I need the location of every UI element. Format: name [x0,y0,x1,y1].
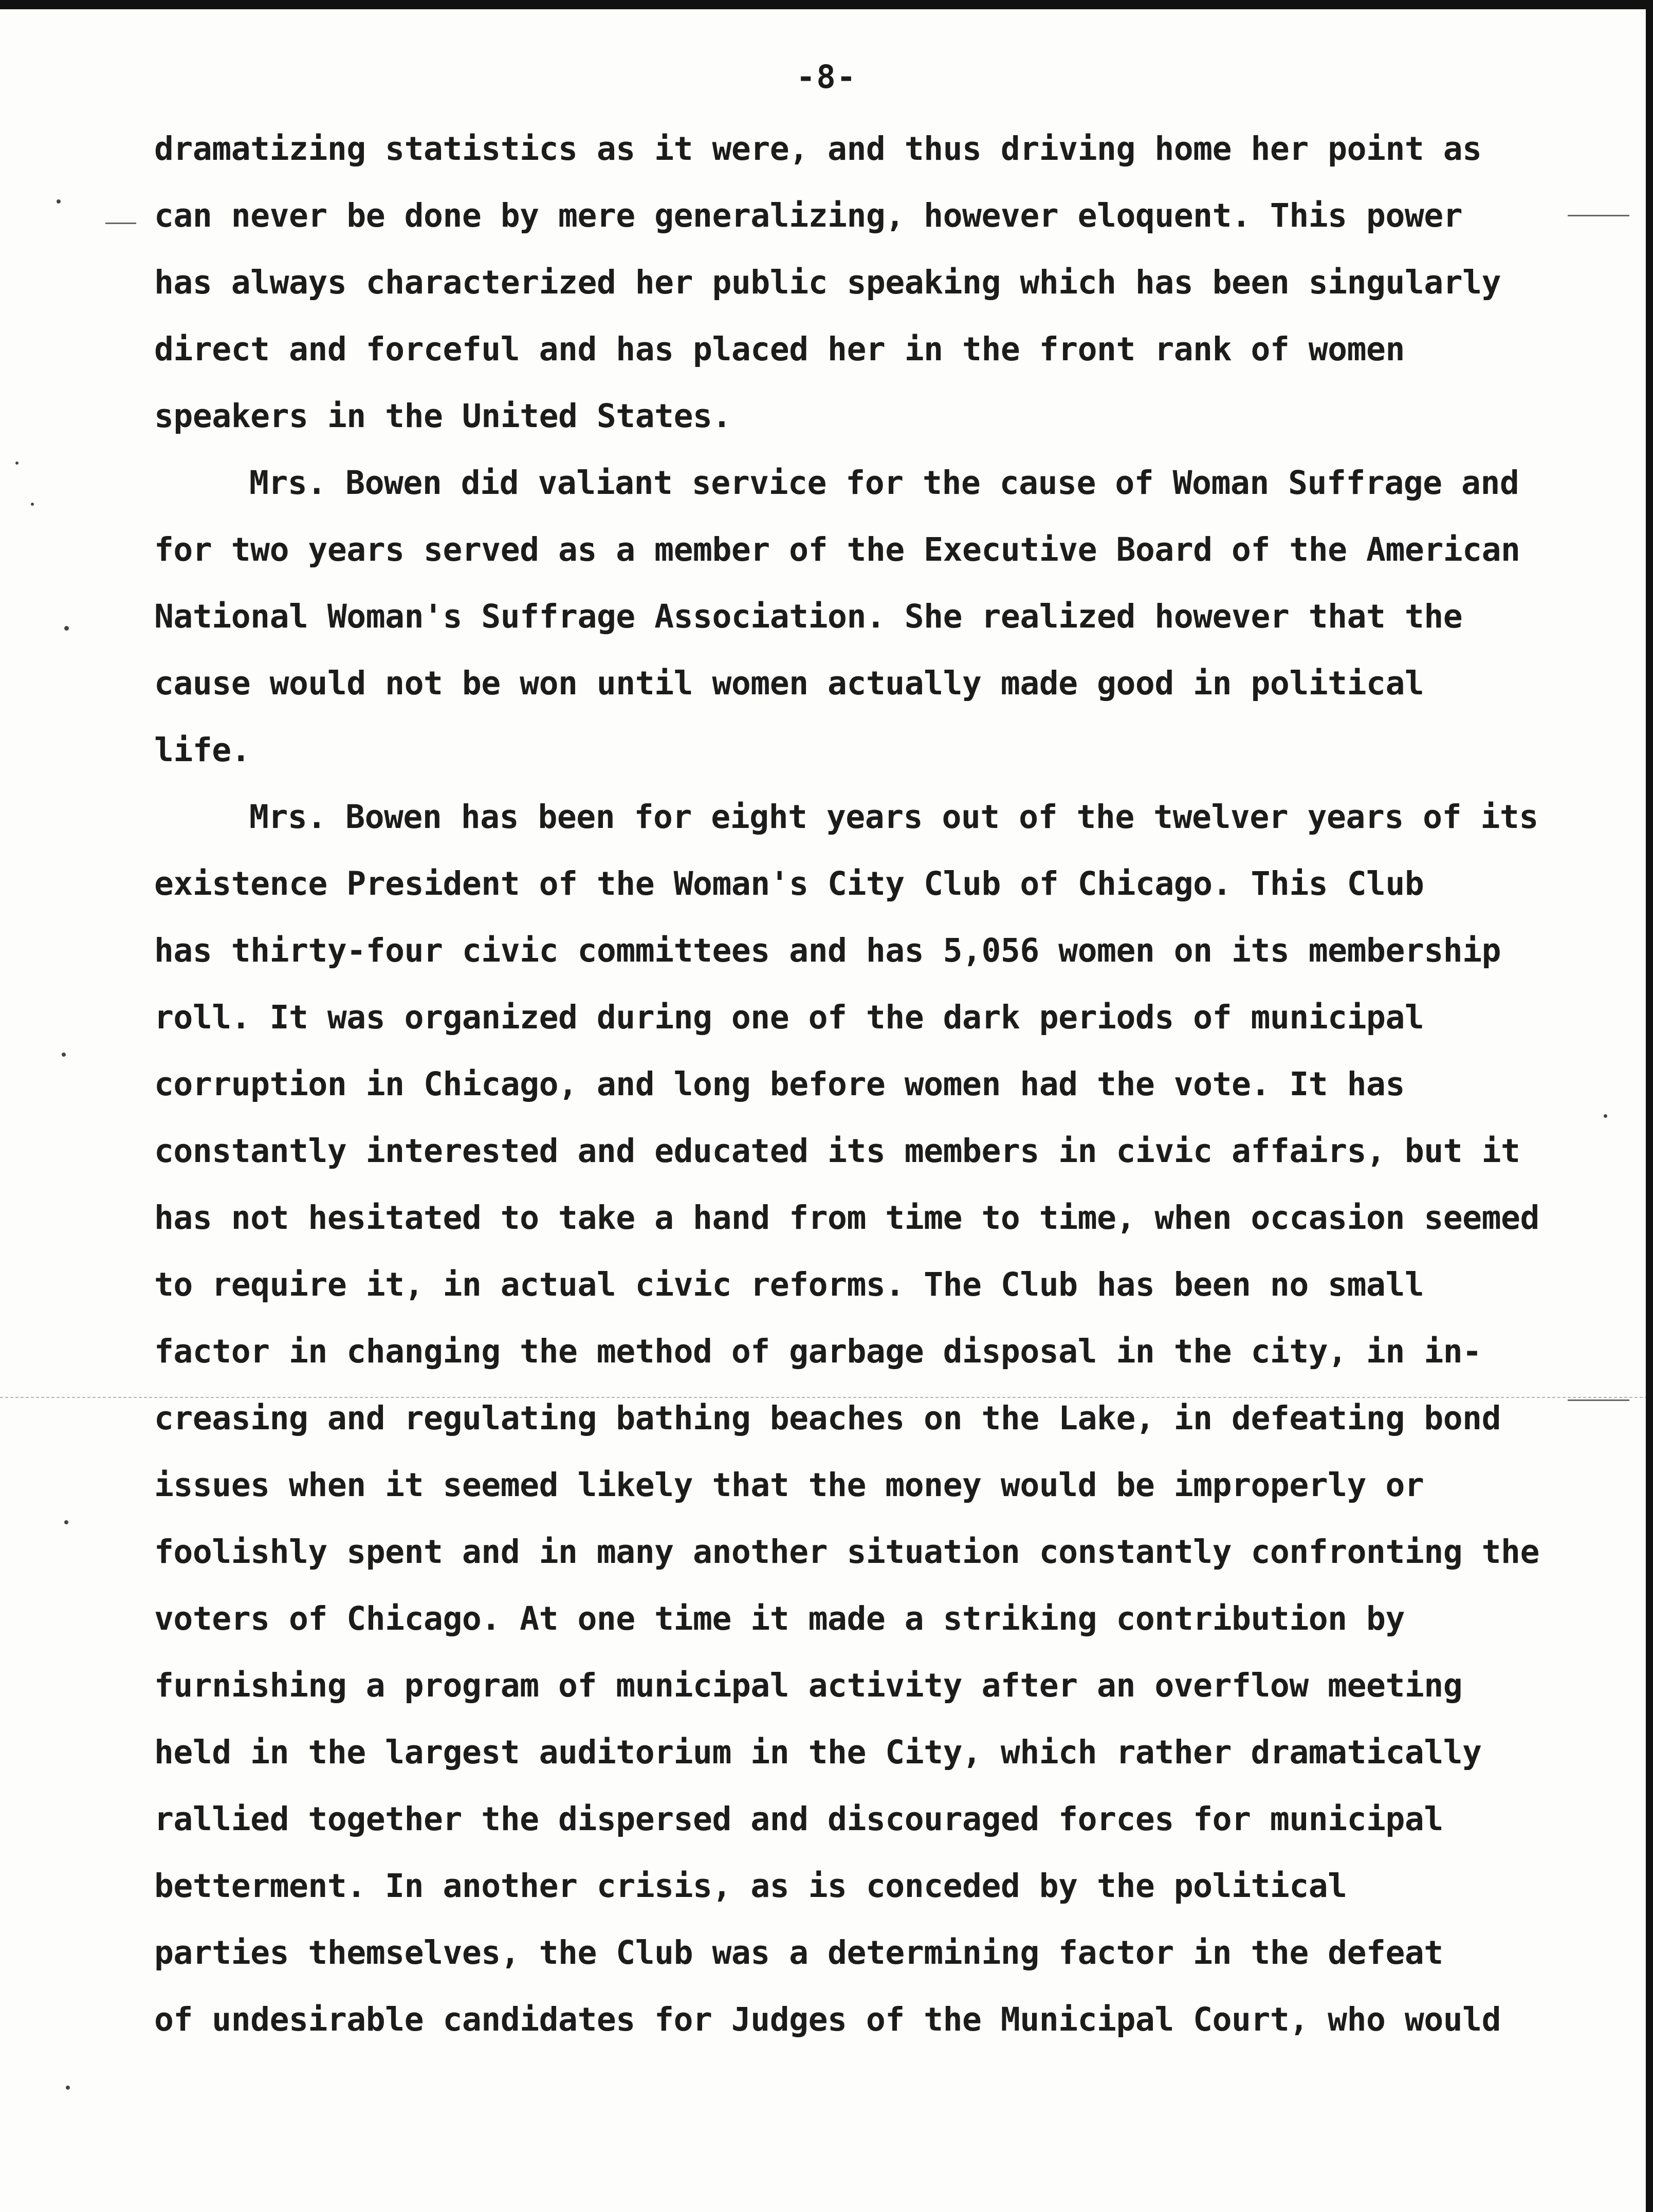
text-line: existence President of the Woman's City Club of Chicago. This Club [154,865,1424,902]
margin-speck [62,1053,66,1057]
margin-speck [64,1520,68,1524]
text-line: issues when it seemed likely that the money would be improperly or [154,1466,1424,1504]
text-line: parties themselves, the Club was a determining factor in the defeat [154,1934,1443,1971]
margin-speck [31,503,34,506]
text-line: direct and forceful and has placed her in the front rank of women [154,330,1405,368]
text-line: for two years served as a member of the Executive Board of the American [154,531,1520,568]
text-line: has not hesitated to take a hand from time to time, when occasion seemed [154,1199,1539,1237]
paragraph-start: Mrs. Bowen did valiant service for the cause of Woman Suffrage and [249,464,1519,502]
text-line: dramatizing statistics as it were, and thus driving home her point as [154,130,1482,168]
margin-speck [64,626,69,631]
text-line: cause would not be won until women actually made good in political [154,665,1424,702]
text-line: foolishly spent and in many another situation constantly confronting the [154,1533,1539,1571]
text-line: has always characterized her public speaking which has been singularly [154,264,1501,301]
text-line: can never be done by mere generalizing, however eloquent. This power [154,197,1463,234]
text-line: has thirty-four civic committees and has 5,056 women on its membership [154,932,1501,969]
text-line: held in the largest auditorium in the City, which rather dramatically [154,1734,1482,1771]
fold-crease [0,1397,1653,1398]
text-line: speakers in the United States. [154,397,731,435]
margin-dash [105,223,136,224]
text-line: furnishing a program of municipal activity after an overflow meeting [154,1667,1463,1704]
text-line: of undesirable candidates for Judges of the Municipal Court, who would [154,2001,1501,2038]
paragraph-start: Mrs. Bowen has been for eight years out of the twelver years of its [249,798,1538,836]
text-line: voters of Chicago. At one time it made a striking contribution by [154,1600,1405,1637]
body-text [0,9,1653,2212]
text-line: corruption in Chicago, and long before women had the vote. It has [154,1065,1405,1103]
text-line: roll. It was organized during one of the dark periods of municipal [154,999,1424,1036]
margin-speck [15,462,19,465]
text-line: factor in changing the method of garbage disposal in the city, in in- [154,1333,1482,1370]
margin-speck [1604,1114,1607,1118]
page-number: -8- [796,58,857,96]
text-line: creasing and regulating bathing beaches on the Lake, in defeating bond [154,1399,1501,1437]
text-line: rallied together the dispersed and discouraged forces for municipal [154,1800,1443,1838]
text-line: to require it, in actual civic reforms. The Club has been no small [154,1266,1424,1303]
text-line: betterment. In another crisis, as is conceded by the political [154,1867,1347,1905]
text-line: constantly interested and educated its members in civic affairs, but it [154,1132,1520,1170]
text-line: life. [154,731,251,769]
margin-dash [1568,215,1629,216]
text-line: National Woman's Suffrage Association. She realized however that the [154,598,1463,635]
margin-speck [66,2086,70,2090]
margin-speck [57,199,61,204]
margin-dash [1568,1399,1629,1401]
